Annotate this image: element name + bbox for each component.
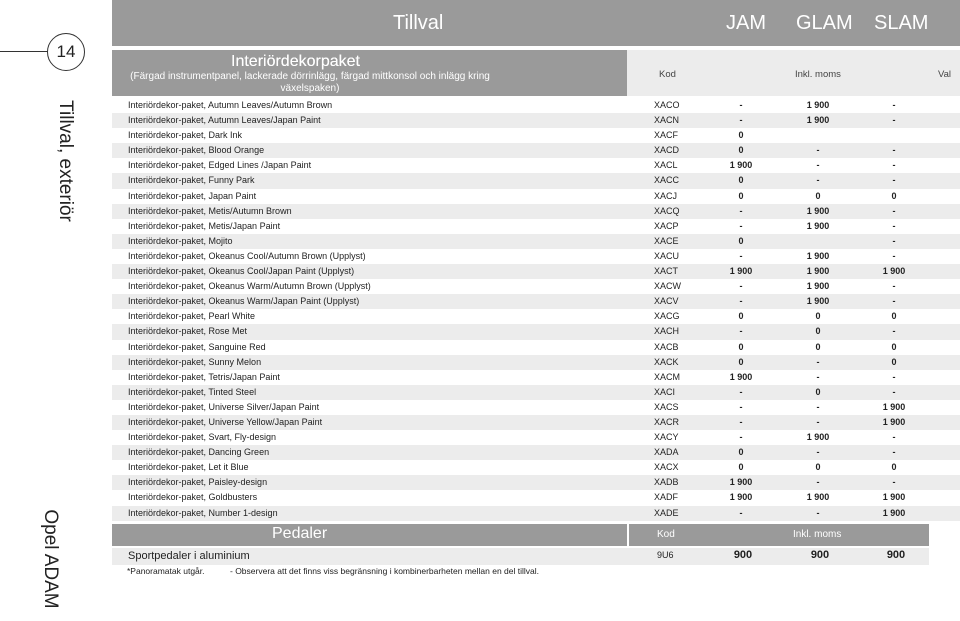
row-description: Interiördekor-paket, Mojito	[128, 235, 233, 246]
row-code: XACX	[654, 462, 679, 473]
price-slam: -	[892, 326, 896, 337]
row-code: XACS	[654, 401, 679, 412]
row-description: Interiördekor-paket, Dancing Green	[128, 447, 270, 458]
row-description: Interiördekor-paket, Metis/Japan Paint	[128, 220, 281, 231]
table-row	[112, 385, 960, 400]
row-description: Interiördekor-paket, Japan Paint	[128, 190, 257, 201]
row-description: Interiördekor-paket, Number 1-design	[128, 507, 278, 518]
table-row	[112, 98, 960, 113]
row-description: Interiördekor-paket, Okeanus Cool/Autumn Brown (Upplyst)	[128, 250, 366, 261]
table-row	[112, 324, 960, 339]
price-glam: 0	[815, 462, 821, 473]
price-jam: -	[739, 220, 743, 231]
price-slam: 1 900	[882, 266, 906, 277]
table-row	[112, 430, 960, 445]
price-glam: 1 900	[806, 100, 830, 110]
price-jam: -	[739, 296, 743, 307]
price-jam: 1 900	[729, 477, 753, 488]
price-glam: 1 900	[806, 250, 830, 261]
options-table	[112, 98, 960, 521]
price-jam: -	[739, 326, 743, 337]
row-description: Interiördekor-paket, Autumn Leaves/Japan Paint	[128, 115, 321, 126]
row-description: Interiördekor-paket, Sanguine Red	[128, 341, 266, 352]
price-glam: -	[816, 145, 820, 156]
price-glam: -	[816, 507, 820, 518]
price-slam: -	[892, 296, 896, 307]
row-description: Interiördekor-paket, Goldbusters	[128, 492, 258, 503]
table-row	[112, 204, 960, 219]
section-title: Tillval, exteriör	[55, 100, 76, 222]
table-row	[112, 370, 960, 385]
row-code: XACE	[654, 235, 679, 246]
row-code: XACF	[654, 130, 679, 141]
row-code: XACY	[654, 432, 679, 443]
table-row	[112, 548, 929, 565]
row-description: Interiördekor-paket, Okeanus Cool/Japan Paint (Upplyst)	[128, 266, 355, 277]
page-number: 14	[47, 33, 85, 71]
row-description: Interiördekor-paket, Rose Met	[128, 326, 248, 337]
price-slam: -	[892, 371, 896, 382]
price-glam: 1 900	[806, 296, 830, 307]
row-code: XACD	[654, 145, 680, 156]
table-row	[112, 475, 960, 490]
row-code: XACW	[654, 281, 681, 292]
price-glam: -	[816, 477, 820, 488]
price-glam: 0	[815, 311, 821, 322]
table-row	[112, 128, 960, 143]
price-jam: 0	[738, 175, 744, 186]
price-jam: 0	[738, 462, 744, 473]
table-row	[112, 294, 960, 309]
price-glam: 1 900	[806, 281, 830, 292]
price-jam: 0	[738, 356, 744, 367]
price-slam: 1 900	[882, 507, 906, 518]
row-code: XACC	[654, 175, 680, 186]
price-jam: 0	[738, 145, 744, 156]
model-title: Opel ADAM	[40, 509, 61, 609]
price-slam: -	[892, 205, 896, 216]
kod-column-label: Kod	[659, 69, 676, 80]
row-description: Interiördekor-paket, Dark Ink	[128, 130, 243, 141]
price-glam: 1 900	[806, 220, 830, 231]
row-description: Interiördekor-paket, Blood Orange	[128, 145, 265, 156]
row-description: Interiördekor-paket, Autumn Leaves/Autumn Brown	[128, 100, 333, 110]
price-glam: -	[816, 416, 820, 427]
price-glam: 0	[815, 326, 821, 337]
price-slam: 1 900	[882, 401, 906, 412]
table-row	[112, 415, 960, 430]
row-code: XACB	[654, 341, 679, 352]
table-row	[112, 490, 960, 505]
price-jam: 900	[733, 549, 753, 561]
price-jam: 1 900	[729, 371, 753, 382]
row-code: XACU	[654, 250, 680, 261]
row-code: XACK	[654, 356, 679, 367]
table-row	[112, 143, 960, 158]
row-code: XACL	[654, 160, 678, 171]
price-slam: -	[892, 145, 896, 156]
row-code: XADF	[654, 492, 679, 503]
price-slam: 0	[891, 462, 897, 473]
price-slam: 0	[891, 190, 897, 201]
price-glam: -	[816, 160, 820, 171]
row-description: Interiördekor-paket, Paisley-design	[128, 477, 268, 488]
price-jam: 0	[738, 235, 744, 246]
price-jam: -	[739, 100, 743, 110]
table-row	[112, 249, 960, 264]
row-code: 9U6	[657, 550, 674, 560]
price-glam: -	[816, 447, 820, 458]
price-glam: -	[816, 371, 820, 382]
row-code: XACO	[654, 100, 680, 110]
price-jam: 1 900	[729, 492, 753, 503]
price-glam: 0	[815, 341, 821, 352]
table-row	[112, 445, 960, 460]
price-slam: 0	[891, 356, 897, 367]
price-jam: 0	[738, 311, 744, 322]
header-trim-glam: GLAM	[796, 12, 853, 34]
table-row	[112, 219, 960, 234]
price-jam: -	[739, 250, 743, 261]
row-description: Interiördekor-paket, Universe Yellow/Japan Paint	[128, 416, 323, 427]
row-code: XADA	[654, 447, 679, 458]
row-description: Interiördekor-paket, Tinted Steel	[128, 386, 257, 397]
price-slam: 1 900	[882, 492, 906, 503]
price-jam: -	[739, 416, 743, 427]
price-slam: -	[892, 386, 896, 397]
row-description: Interiördekor-paket, Okeanus Warm/Japan Paint (Upplyst)	[128, 296, 360, 307]
table-row	[112, 460, 960, 475]
table-row	[112, 506, 960, 521]
table-row	[112, 189, 960, 204]
price-glam: 1 900	[806, 266, 830, 277]
price-glam: 1 900	[806, 432, 830, 443]
price-slam: -	[892, 477, 896, 488]
pedaler-title: Pedaler	[272, 525, 328, 542]
pedaler-moms-label: Inkl. moms	[793, 529, 842, 540]
table-row	[112, 400, 960, 415]
row-description: Interiördekor-paket, Let it Blue	[128, 462, 249, 473]
price-glam: 1 900	[806, 205, 830, 216]
price-slam: 0	[891, 311, 897, 322]
price-slam: -	[892, 115, 896, 126]
price-jam: -	[739, 386, 743, 397]
price-slam: -	[892, 220, 896, 231]
price-glam: 1 900	[806, 492, 830, 503]
row-code: XACV	[654, 296, 679, 307]
footnote-panorama: *Panoramatak utgår.	[127, 566, 205, 576]
price-jam: -	[739, 401, 743, 412]
row-code: XACP	[654, 220, 679, 231]
table-row	[112, 309, 960, 324]
side-panel	[0, 0, 100, 621]
pedaler-title-bg	[112, 524, 627, 546]
price-glam: 0	[815, 386, 821, 397]
price-jam: -	[739, 115, 743, 126]
row-code: XACT	[654, 266, 679, 277]
price-glam: 0	[815, 190, 821, 201]
price-jam: -	[739, 432, 743, 443]
table-row	[112, 355, 960, 370]
row-code: XACG	[654, 311, 680, 322]
row-description: Interiördekor-paket, Svart, Fly-design	[128, 432, 277, 443]
table-row	[112, 113, 960, 128]
row-code: XADE	[654, 507, 679, 518]
price-jam: 0	[738, 130, 744, 141]
row-description: Interiördekor-paket, Edged Lines /Japan Paint	[128, 160, 312, 171]
price-slam: -	[892, 175, 896, 186]
row-description: Interiördekor-paket, Okeanus Warm/Autumn Brown (Upplyst)	[128, 281, 371, 292]
price-jam: 0	[738, 341, 744, 352]
row-description: Interiördekor-paket, Universe Silver/Japan Paint	[128, 401, 320, 412]
price-jam: 0	[738, 447, 744, 458]
row-code: XACJ	[654, 190, 678, 201]
header-title: Tillval	[393, 12, 444, 34]
price-glam: 900	[810, 549, 830, 561]
row-description: Interiördekor-paket, Metis/Autumn Brown	[128, 205, 292, 216]
row-description: Interiördekor-paket, Tetris/Japan Paint	[128, 371, 280, 382]
price-slam: -	[892, 447, 896, 458]
table-row	[112, 264, 960, 279]
row-code: XACN	[654, 115, 680, 126]
table-row	[112, 234, 960, 249]
table-row	[112, 173, 960, 188]
moms-column-label: Inkl. moms	[795, 69, 841, 80]
row-code: XACI	[654, 386, 676, 397]
row-code: XADB	[654, 477, 679, 488]
price-glam: 1 900	[806, 115, 830, 126]
table-row	[112, 279, 960, 294]
row-code: XACR	[654, 416, 680, 427]
footnote-restriction: - Observera att det finns viss begränsning i kombinerbarheten mellan en del tillval.	[230, 566, 539, 576]
interior-title: Interiördekorpaket	[231, 53, 360, 70]
table-row	[112, 158, 960, 173]
price-slam: 1 900	[882, 416, 906, 427]
price-jam: -	[739, 281, 743, 292]
price-jam: 1 900	[729, 266, 753, 277]
price-glam: -	[816, 401, 820, 412]
pedaler-kod-label: Kod	[657, 529, 675, 540]
row-description: Interiördekor-paket, Funny Park	[128, 175, 255, 186]
price-jam: -	[739, 507, 743, 518]
price-jam: 1 900	[729, 160, 753, 171]
val-column-label: Val	[938, 69, 952, 80]
price-glam: -	[816, 356, 820, 367]
interior-description: (Färgad instrumentpanel, lackerade dörrinlägg, färgad mittkonsol och inlägg kring växelspaken)	[130, 71, 490, 94]
price-slam: -	[892, 250, 896, 261]
table-row	[112, 340, 960, 355]
row-code: XACM	[654, 371, 681, 382]
price-slam: -	[892, 235, 896, 246]
price-slam: 0	[891, 341, 897, 352]
row-code: XACH	[654, 326, 680, 337]
header-trim-jam: JAM	[726, 12, 766, 34]
price-slam: -	[892, 281, 896, 292]
price-jam: 0	[738, 190, 744, 201]
page-number-line	[0, 51, 48, 52]
price-jam: -	[739, 205, 743, 216]
price-slam: 900	[886, 549, 906, 561]
price-slam: -	[892, 100, 896, 110]
row-code: XACQ	[654, 205, 680, 216]
header-trim-slam: SLAM	[874, 12, 929, 34]
row-description: Interiördekor-paket, Pearl White	[128, 311, 256, 322]
row-description: Interiördekor-paket, Sunny Melon	[128, 356, 262, 367]
price-slam: -	[892, 160, 896, 171]
price-glam: -	[816, 175, 820, 186]
row-description: Sportpedaler i aluminium	[128, 550, 250, 562]
price-slam: -	[892, 432, 896, 443]
